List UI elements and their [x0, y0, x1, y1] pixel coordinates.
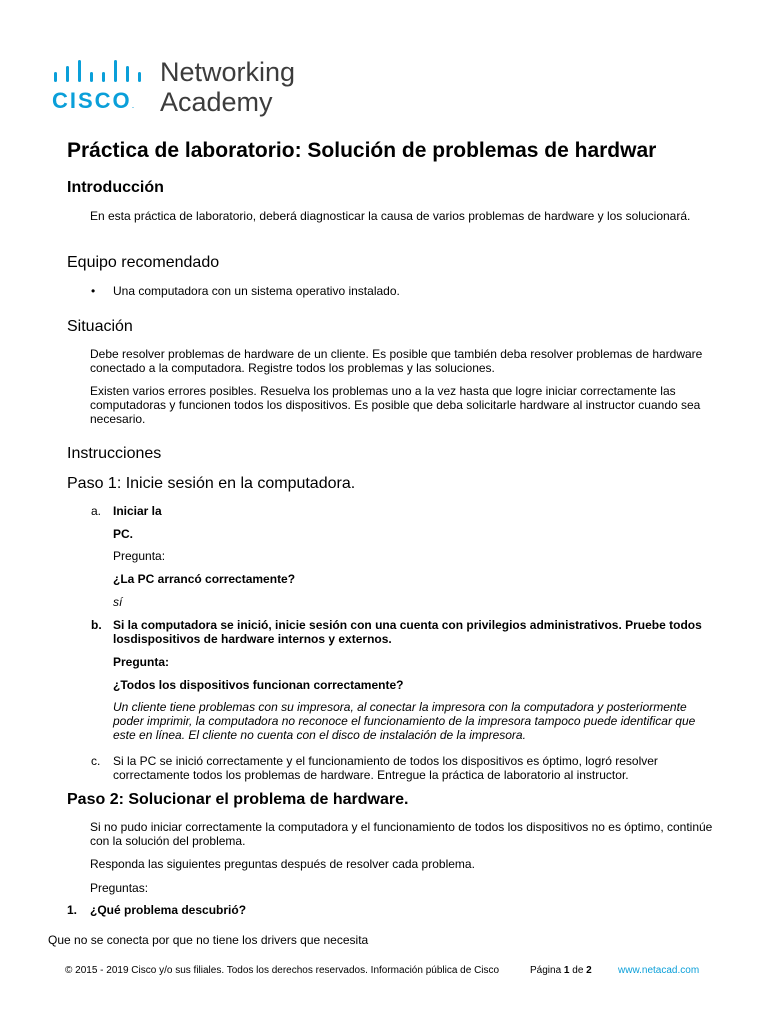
cisco-wordmark: CISCO. — [52, 88, 135, 113]
footer-link[interactable]: www.netacad.com — [618, 965, 700, 976]
item-c-text: Si la PC se inició correctamente y el funcionamiento de todos los dispositivos es óptimo, logró resolver correctamente todos los problemas de hardware. Entregue la práctica de laboratorio al instructor. — [113, 754, 658, 782]
item-b-label: b. — [91, 618, 102, 632]
bullet-icon: • — [91, 284, 96, 298]
situation-heading: Situación — [67, 318, 133, 335]
item-b-text: Si la computadora se inició, inicie sesión con una cuenta con privilegios administrativos. Pruebe todos losdispositivos de hardware internos y externos. — [113, 618, 702, 646]
footer-copyright: © 2015 - 2019 Cisco y/o sus filiales. Todos los derechos reservados. Información pública de Cisco — [65, 965, 500, 976]
logo-networking: Networking — [160, 57, 296, 87]
question-1: ¿Qué problema descubrió? — [90, 903, 247, 917]
item-b-answer: Un cliente tiene problemas con su impresora, al conectar la impresora con la computadora y posteriormente poder imprimir, la computadora no reconoce el funcionamiento de la impresora tampoco puede identificar que este en línea. El cliente no cuenta con el disco de instalación de la impresora. — [113, 700, 696, 742]
item-a-question: ¿La PC arrancó correctamente? — [113, 572, 296, 586]
item-a-text-line1: Iniciar la — [113, 504, 162, 518]
intro-heading: Introducción — [67, 179, 164, 196]
item-a-text-line2: PC. — [113, 527, 134, 541]
footer-page-number: Página 1 de 2 — [530, 965, 592, 976]
step1-heading: Paso 1: Inicie sesión en la computadora. — [67, 475, 356, 492]
item-b-question-label: Pregunta: — [113, 655, 170, 669]
situation-paragraph-1: Debe resolver problemas de hardware de un cliente. Es posible que también deba resolver problemas de hardware conectado a la computadora. Registre todos los problemas y las soluciones. — [90, 347, 703, 375]
answer-1: Que no se conecta por que no tiene los drivers que necesita — [48, 933, 369, 947]
question-1-number: 1. — [67, 903, 78, 917]
step2-paragraph-2: Responda las siguientes preguntas después de resolver cada problema. — [90, 857, 475, 871]
logo-academy: Academy — [160, 87, 273, 117]
step2-heading: Paso 2: Solucionar el problema de hardware. — [67, 791, 409, 808]
item-a-label: a. — [91, 504, 102, 518]
equipment-heading: Equipo recomendado — [67, 254, 220, 271]
item-b-question: ¿Todos los dispositivos funcionan correctamente? — [113, 678, 404, 692]
equipment-item: Una computadora con un sistema operativo instalado. — [113, 284, 400, 298]
item-a-question-label: Pregunta: — [113, 549, 166, 563]
item-a-answer: sí — [113, 595, 123, 609]
step2-questions-label: Preguntas: — [90, 881, 149, 895]
cisco-bars-icon — [52, 60, 148, 84]
instructions-heading: Instrucciones — [67, 445, 162, 462]
intro-text: En esta práctica de laboratorio, deberá diagnosticar la causa de varios problemas de hardware y los solucionará. — [90, 209, 691, 223]
item-c-label: c. — [91, 754, 101, 768]
situation-paragraph-2: Existen varios errores posibles. Resuelva los problemas uno a la vez hasta que logre iniciar correctamente las computadoras y funcionen todos los dispositivos. Es posible que deba solicitarle hardware al instructor cuando sea necesario. — [90, 384, 701, 426]
step2-paragraph-1: Si no pudo iniciar correctamente la computadora y el funcionamiento de todos los dispositivos no es óptimo, continúe con la solución del problema. — [90, 820, 713, 848]
page-title: Práctica de laboratorio: Solución de problemas de hardwar — [67, 139, 657, 162]
